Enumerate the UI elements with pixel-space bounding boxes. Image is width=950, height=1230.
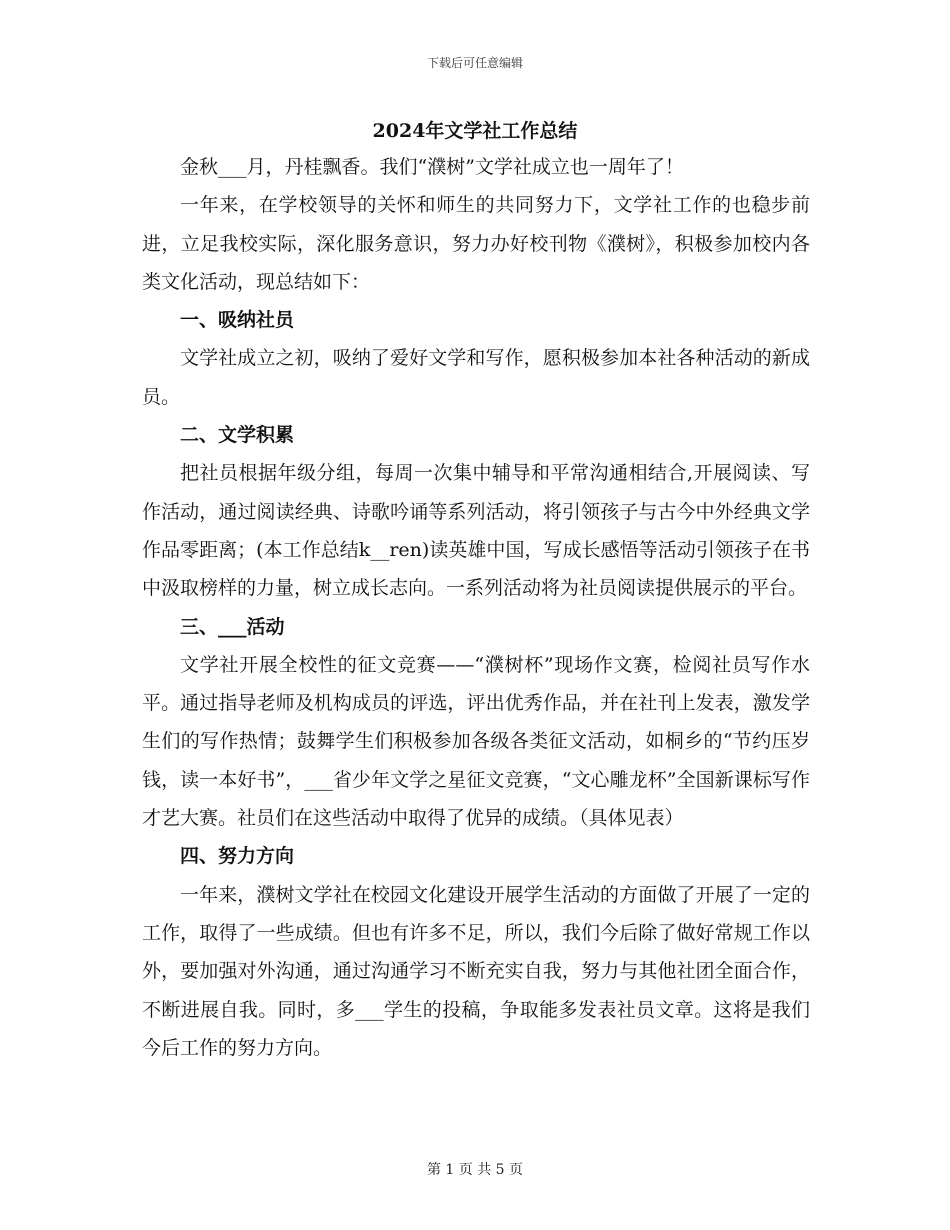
section-heading: 一、吸纳社员 <box>180 309 295 332</box>
document-body <box>142 148 810 1067</box>
document-title: 2024年文学社工作总结 <box>372 120 578 142</box>
header-note: 下载后可任意编辑 <box>426 56 523 70</box>
section-paragraph: 文学社成立之初，吸纳了爱好文学和写作，愿积极参加本社各种活动的新成员。 <box>142 347 810 408</box>
section-heading: 四、努力方向 <box>180 845 295 868</box>
section-heading: 三、___活动 <box>180 615 285 638</box>
intro-paragraph: 金秋___月，丹桂飘香。我们“濮树”文学社成立也一周年了！ <box>180 156 684 178</box>
page-number: 第 1 页 共 5 页 <box>426 1162 524 1178</box>
section-paragraph: 把社员根据年级分组，每周一次集中辅导和平常沟通相结合,开展阅读、写作活动，通过阅读经典、诗歌吟诵等系列活动，将引领孩子与古今中外经典文学作品零距离；(本工作总结k__ren)读英雄中国，写成长感悟等活动引领孩子在书中汲取榜样的力量，树立成长志向。一系列活动将为社员阅读提供展示的平台。 <box>142 462 810 600</box>
section-paragraph: 一年来，濮树文学社在校园文化建设开展学生活动的方面做了开展了一定的工作，取得了一些成绩。但也有许多不足，所以，我们今后除了做好常规工作以外，要加强对外沟通，通过沟通学习不断充实自我，努力与其他社团全面合作，不断进展自我。同时，多___学生的投稿，争取能多发表社员文章。这将是我们今后工作的努力方向。 <box>142 883 810 1059</box>
section-paragraph: 文学社开展全校性的征文竞赛——“濮树杯”现场作文赛，检阅社员写作水平。通过指导老师及机构成员的评选，评出优秀作品，并在社刊上发表，激发学生们的写作热情；鼓舞学生们积极参加各级各类征文活动，如桐乡的“节约压岁钱，读一本好书”，___省少年文学之星征文竞赛，“文心雕龙杯”全国新课标写作才艺大赛。社员们在这些活动中取得了优异的成绩。（具体见表） <box>142 653 810 830</box>
section-heading: 二、文学积累 <box>180 424 295 447</box>
intro-paragraph: 一年来，在学校领导的关怀和师生的共同努力下，文学社工作的也稳步前进，立足我校实际，深化服务意识，努力办好校刊物《濮树》，积极参加校内各类文化活动，现总结如下： <box>142 194 810 293</box>
